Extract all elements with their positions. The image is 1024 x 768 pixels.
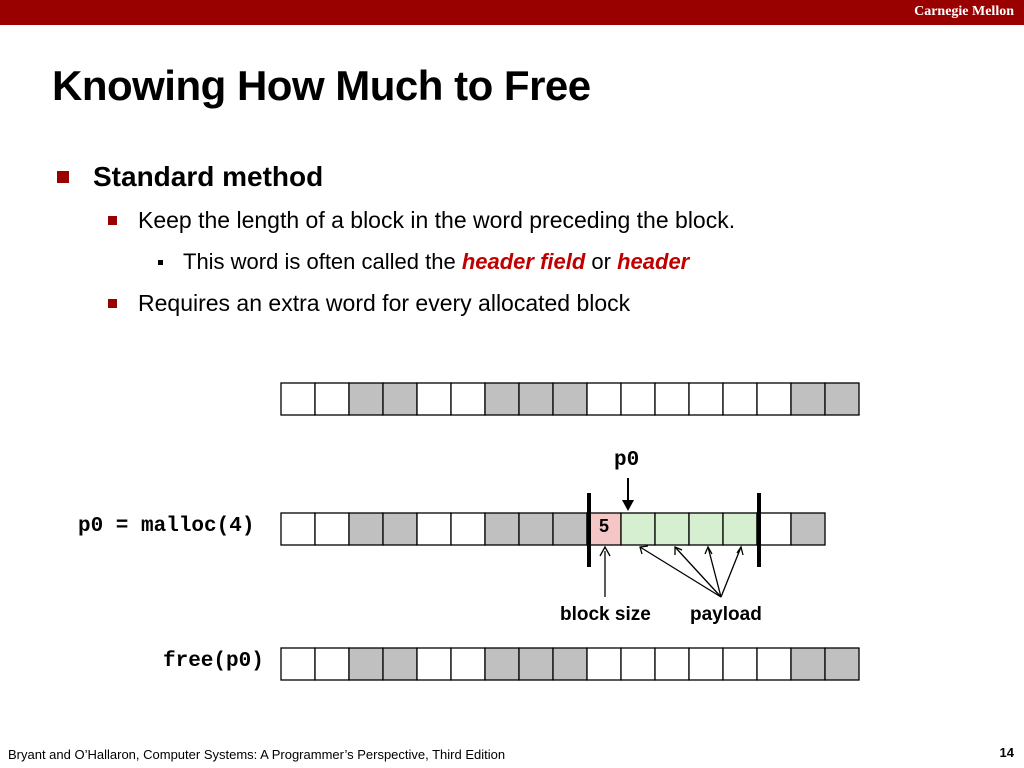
p0-pointer-label: p0 [614,449,640,472]
bullet-text: Standard method [93,161,324,192]
heap-word-free [757,648,791,680]
heap-word-alloc [485,513,519,545]
heap-word-alloc [519,648,553,680]
heap-word-payload [621,513,655,545]
free-call-label: free(p0) [163,650,264,673]
heap-word-free [621,648,655,680]
heap-word-payload [689,513,723,545]
heap-word-free [757,383,791,415]
text-middle: or [585,249,618,274]
block-size-label: block size [560,604,651,625]
heap-word-payload [723,513,757,545]
bullet-text: Requires an extra word for every allocated block [138,290,631,316]
heap-word-free [621,383,655,415]
payload-label: payload [690,604,762,625]
heap-word-alloc [791,648,825,680]
heap-word-alloc [485,648,519,680]
slide-title: Knowing How Much to Free [52,62,591,109]
heap-row-initial [281,383,859,415]
heap-word-alloc [349,648,383,680]
heap-row-after-malloc [281,513,825,545]
heap-word-alloc [553,513,587,545]
heap-word-free [281,383,315,415]
heap-word-free [689,383,723,415]
heap-word-free [315,383,349,415]
term-header-field: header field [461,249,586,274]
heap-word-alloc [825,383,859,415]
header-value: 5 [599,516,610,536]
heap-word-free [757,513,791,545]
heap-word-free [723,648,757,680]
heap-word-alloc [485,383,519,415]
brand-name: Carnegie Mellon [914,4,1014,19]
heap-word-free [417,383,451,415]
heap-word-free [655,383,689,415]
heap-word-alloc [791,383,825,415]
heap-word-free [451,648,485,680]
text-prefix: This word is often called the [183,249,462,274]
block-size-arrow [600,547,610,597]
heap-word-free [587,648,621,680]
page-number: 14 [999,745,1014,760]
heap-word-free [655,648,689,680]
heap-word-alloc [519,383,553,415]
heap-word-free [587,383,621,415]
heap-word-alloc [383,383,417,415]
heap-word-alloc [553,648,587,680]
heap-word-free [723,383,757,415]
heap-word-alloc [553,383,587,415]
heap-word-payload [655,513,689,545]
heap-row-after-free [281,648,859,680]
heap-word-free [281,648,315,680]
heap-word-alloc [791,513,825,545]
heap-word-free [451,383,485,415]
malloc-call-label: p0 = malloc(4) [78,515,255,538]
bullet-text: Keep the length of a block in the word preceding the block. [138,207,736,233]
heap-word-alloc [825,648,859,680]
p0-pointer-arrow [622,478,634,511]
heap-word-alloc [349,513,383,545]
heap-word-free [451,513,485,545]
heap-word-alloc [349,383,383,415]
heap-word-free [417,648,451,680]
heap-word-free [315,648,349,680]
payload-arrows [640,546,743,597]
heap-word-alloc [383,648,417,680]
heap-word-alloc [519,513,553,545]
heap-word-free [315,513,349,545]
heap-word-free [281,513,315,545]
footer-citation: Bryant and O’Hallaron, Computer Systems: A Programmer’s Perspective, Third Edition [8,747,506,762]
term-header: header [617,249,690,274]
heap-word-free [689,648,723,680]
heap-word-free [417,513,451,545]
heap-word-alloc [383,513,417,545]
